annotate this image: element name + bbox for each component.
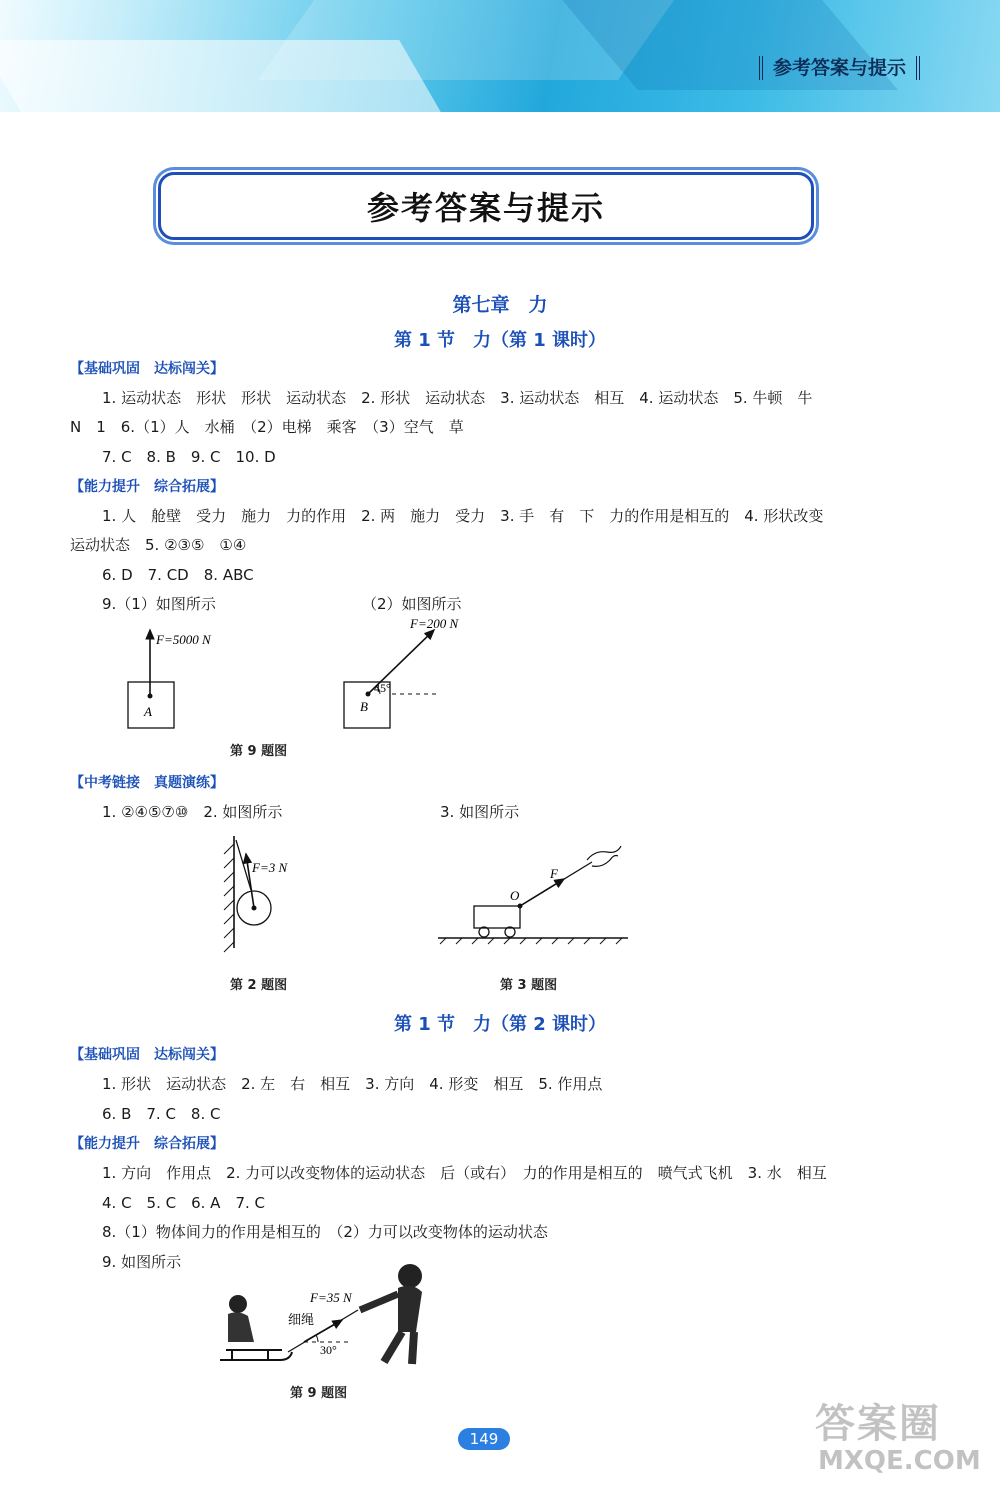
rope-label: 细绳 (288, 1313, 315, 1328)
answer-line: 6. B 7. C 8. C (102, 1105, 221, 1123)
angle-label: 45° (374, 681, 391, 695)
figure-cart-pull (432, 830, 632, 948)
section-heading-1: 第 1 节 力（第 1 课时） (393, 330, 607, 351)
angle-label: 30° (320, 1343, 337, 1357)
tag-basic-2: 【基础巩固 达标闯关】 (70, 1047, 224, 1063)
watermark-url: MXQE.COM (818, 1446, 981, 1476)
header-banner (0, 0, 1000, 112)
tag-advanced-2: 【能力提升 综合拓展】 (70, 1136, 224, 1152)
answer-line: 1. 形状 运动状态 2. 左 右 相互 3. 方向 4. 形变 相互 5. 作用点 (102, 1075, 603, 1093)
answer-line: 1. 运动状态 形状 形状 运动状态 2. 形状 运动状态 3. 运动状态 相互 4. 运动状态 5. 牛顿 牛 (102, 389, 813, 407)
answer-line: 1. 方向 作用点 2. 力可以改变物体的运动状态 后（或右） 力的作用是相互的 喷气式飞机 3. 水 相互 (102, 1164, 827, 1182)
figure-caption: 第 2 题图 (230, 978, 288, 993)
point-o-label: O (510, 888, 520, 903)
force-a-label: F=5000 N (156, 632, 211, 647)
header-label: 参考答案与提示 (759, 56, 920, 80)
answer-line: 8.（1）物体间力的作用是相互的 （2）力可以改变物体的运动状态 (102, 1223, 548, 1241)
answer-line: 9.（1）如图所示 (102, 595, 216, 613)
tag-advanced-1: 【能力提升 综合拓展】 (70, 479, 224, 495)
answer-line: 9. 如图所示 (102, 1253, 182, 1271)
figure-force-diagrams (110, 610, 490, 745)
force-b-label: F=200 N (410, 616, 459, 631)
force-f-label: F (550, 866, 558, 881)
page-title: 参考答案与提示 (158, 172, 814, 240)
figure-caption: 第 9 题图 (230, 744, 288, 759)
figure-caption: 第 3 题图 (500, 978, 558, 993)
tag-exam-1: 【中考链接 真题演练】 (70, 775, 224, 791)
answer-line: 运动状态 5. ②③⑤ ①④ (70, 536, 247, 554)
answer-line: （2）如图所示 (362, 595, 462, 613)
figure-hanging-ball (218, 830, 338, 955)
answer-line: 4. C 5. C 6. A 7. C (102, 1194, 266, 1212)
figure-caption: 第 9 题图 (290, 1386, 348, 1401)
force-label: F=35 N (310, 1290, 352, 1305)
answer-line: 7. C 8. B 9. C 10. D (102, 448, 276, 466)
watermark-logo: 答案圈 (815, 1401, 941, 1447)
chapter-heading: 第七章 力 (452, 294, 548, 316)
page-number: 149 (458, 1428, 510, 1450)
box-a-label: A (144, 704, 152, 719)
box-b-label: B (360, 699, 368, 714)
answer-line: N 1 6.（1）人 水桶 （2）电梯 乘客 （3）空气 草 (70, 418, 464, 436)
figure-sled-pull (212, 1258, 442, 1378)
answer-line: 6. D 7. CD 8. ABC (102, 566, 254, 584)
answer-line: 3. 如图所示 (440, 803, 520, 821)
section-heading-2: 第 1 节 力（第 2 课时） (393, 1014, 607, 1035)
force-label: F=3 N (252, 860, 288, 875)
tag-basic-1: 【基础巩固 达标闯关】 (70, 361, 224, 377)
answer-line: 1. 人 舱壁 受力 施力 力的作用 2. 两 施力 受力 3. 手 有 下 力的作用是相互的 4. 形状改变 (102, 507, 824, 525)
answer-line: 1. ②④⑤⑦⑩ 2. 如图所示 (102, 803, 283, 821)
